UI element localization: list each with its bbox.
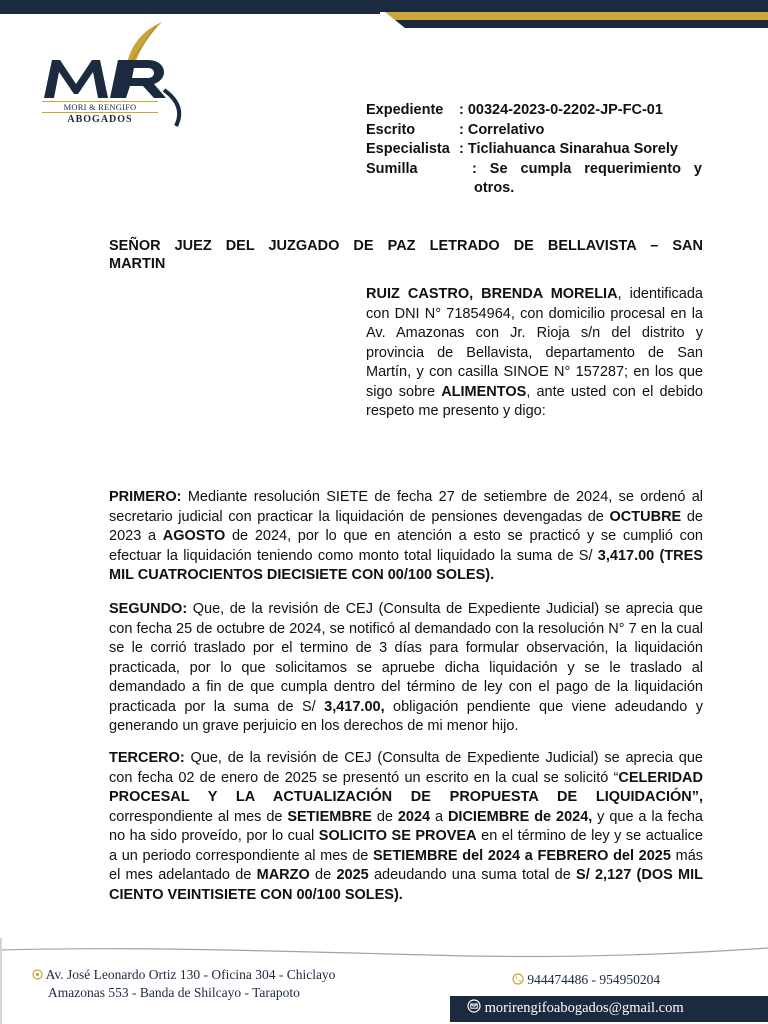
- phone-icon: [512, 973, 524, 989]
- especialista-label: Especialista: [366, 141, 450, 157]
- address-line-1: Av. José Leonardo Ortiz 130 - Oficina 304 - Chiclayo: [45, 967, 336, 982]
- segundo-label: SEGUNDO:: [109, 601, 188, 617]
- paragraph-segundo: SEGUNDO: Que, de la revisión de CEJ (Consulta de Expediente Judicial) se aprecia que con fecha 25 de octubre de 2024, se notificó al demandado con la resolución N° 7 en la cual se le corrió traslado por el termino de 3 días para formular observación, la liquidación practicada, por lo que solicitamos se apruebe dicha liquidación y se le traslado al demandado a fin de que cumpla dentro del término de ley con el pago de la liquidación practicada por la suma de S/ 3,417.00, obligación pendiente que viene adeudando y generando un grave perjuicio en los derechos de mi menor hijo.: [109, 601, 703, 734]
- firm-type: ABOGADOS: [67, 114, 133, 125]
- escrito-row: [366, 121, 706, 141]
- sumilla-value: : Se cumpla requerimiento y: [472, 160, 702, 177]
- sumilla-label: Sumilla: [366, 160, 418, 177]
- phone-numbers: 944474486 - 954950204: [527, 972, 661, 987]
- email-address: morirengifoabogados@gmail.com: [484, 999, 684, 1016]
- addressee-line-2: MARTIN: [109, 256, 166, 272]
- primero-label: PRIMERO:: [109, 489, 182, 505]
- paragraph-primero: PRIMERO: Mediante resolución SIETE de fecha 27 de setiembre de 2024, se ordenó al secretario judicial con practicar la liquidación de pensiones devengadas de OCTUBRE de 2023 a AGOSTO de 2024, por lo que en atención a esto se practicó y se cumplió con efectuar la liquidación teniendo como monto total liquidado la suma de S/ 3,417.00 (TRES MIL CUATROCIENTOS DIECISIETE CON 00/100 SOLES).: [109, 489, 703, 583]
- case-header: [366, 101, 706, 199]
- expediente-label: Expediente: [366, 102, 444, 118]
- firm-name: MORI & RENGIFO: [42, 101, 158, 113]
- footer-phones: [512, 972, 660, 989]
- matter: ALIMENTOS: [441, 383, 527, 400]
- especialista-row: [366, 140, 706, 160]
- escrito-value: : Correlativo: [459, 121, 545, 138]
- addressee-line: SEÑOR JUEZ DEL JUZGADO DE PAZ LETRADO DE BELLAVISTA – SAN: [109, 238, 703, 254]
- footer-address: [32, 966, 335, 1001]
- expediente-value: : 00324-2023-0-2202-JP-FC-01: [459, 102, 663, 118]
- especialista-value: : Ticliahuanca Sinarahua Sorely: [459, 141, 678, 157]
- sumilla-value-continued: otros.: [474, 180, 515, 196]
- sumilla-row: [366, 160, 706, 180]
- expediente-row: [366, 101, 706, 121]
- firm-logo-text: [42, 101, 158, 126]
- tercero-label: TERCERO:: [109, 750, 185, 766]
- email-icon: [467, 999, 481, 1018]
- address-line-2: Amazonas 553 - Banda de Shilcayo - Tarapoto: [48, 985, 300, 1001]
- paragraph-tercero: TERCERO: Que, de la revisión de CEJ (Consulta de Expediente Judicial) se aprecia que con fecha 02 de enero de 2025 se presentó un escrito en la cual se solicitó “CELERIDAD PROCESAL Y LA ACTUALIZACIÓN DE PROPUESTA DE LIQUIDACIÓN”, correspondiente al mes de SETIEMBRE de 2024 a DICIEMBRE de 2024, y que a la fecha no ha sido proveído, por lo cual SOLICITO SE PROVEA en el término de ley y se actualice a un periodo correspondiente al mes de SETIEMBRE del 2024 a FEBRERO del 2025 más el mes adelantado de MARZO de 2025 adeudando una suma total de S/ 2,127 (DOS MIL CIENTO VEINTISIETE CON 00/100 SOLES).: [109, 750, 704, 903]
- party-intro: RUIZ CASTRO, BRENDA MORELIA, identificada con DNI N° 71854964, con domicilio procesal en la Av. Amazonas con Jr. Rioja s/n del distrito y provincia de Bellavista, departamento de San Martín, y con casilla SINOE N° 157287; en los que sigo sobre ALIMENTOS, ante usted con el debido respeto me presento y digo:: [366, 286, 703, 419]
- party-name: RUIZ CASTRO, BRENDA MORELIA: [366, 286, 618, 302]
- footer-email[interactable]: [467, 999, 684, 1018]
- location-pin-icon: [32, 967, 43, 984]
- escrito-label: Escrito: [366, 121, 416, 138]
